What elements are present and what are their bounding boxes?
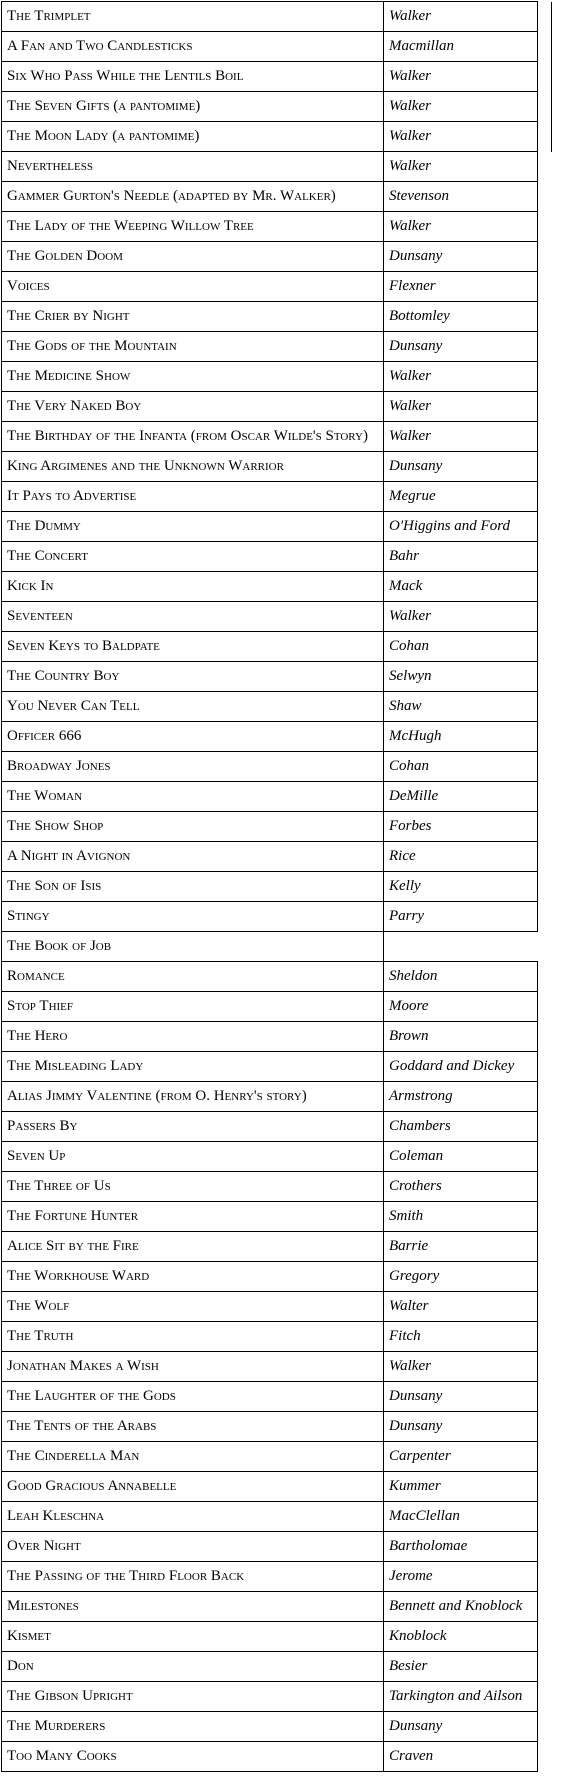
play-title: Seventeen — [2, 602, 384, 632]
table-edge-cell — [538, 152, 552, 182]
table-row — [2, 842, 552, 872]
play-title: Milestones — [2, 1592, 384, 1622]
table-row — [2, 1682, 552, 1712]
table-row — [2, 1292, 552, 1322]
table-row — [2, 1262, 552, 1292]
table-edge-cell — [538, 1052, 552, 1082]
play-title: Jonathan Makes a Wish — [2, 1352, 384, 1382]
table-edge-cell — [538, 1592, 552, 1622]
play-title: Kismet — [2, 1622, 384, 1652]
play-author: Barrie — [384, 1232, 538, 1262]
table-edge-cell — [538, 692, 552, 722]
table-edge-cell — [538, 1322, 552, 1352]
table-row — [2, 932, 552, 962]
table-edge-cell — [538, 542, 552, 572]
table-edge-cell — [538, 752, 552, 782]
table-row — [2, 2, 552, 32]
table-edge-cell — [538, 1292, 552, 1322]
table-edge-cell — [538, 1472, 552, 1502]
play-title: The Lady of the Weeping Willow Tree — [2, 212, 384, 242]
play-author: Kelly — [384, 872, 538, 902]
play-author: Dunsany — [384, 452, 538, 482]
table-edge-cell — [538, 1262, 552, 1292]
table-row — [2, 242, 552, 272]
table-row — [2, 542, 552, 572]
table-edge-cell — [538, 1202, 552, 1232]
table-row — [2, 92, 552, 122]
table-row — [2, 332, 552, 362]
table-edge-cell — [538, 2, 552, 32]
play-title: Seven Keys to Baldpate — [2, 632, 384, 662]
play-title: Seven Up — [2, 1142, 384, 1172]
table-edge-cell — [538, 92, 552, 122]
table-edge-cell — [538, 1532, 552, 1562]
play-title: The Show Shop — [2, 812, 384, 842]
table-edge-cell — [538, 1562, 552, 1592]
play-author: Dunsany — [384, 242, 538, 272]
table-row — [2, 1112, 552, 1142]
play-author — [384, 932, 538, 962]
table-edge-cell — [538, 332, 552, 362]
table-edge-cell — [538, 932, 552, 962]
play-title: The Wolf — [2, 1292, 384, 1322]
table-row — [2, 1532, 552, 1562]
table-edge-cell — [538, 902, 552, 932]
play-title: Nevertheless — [2, 152, 384, 182]
play-title: The Birthday of the Infanta (from Oscar Wilde's Story) — [2, 422, 384, 452]
play-title: Alice Sit by the Fire — [2, 1232, 384, 1262]
table-edge-cell — [538, 1232, 552, 1262]
play-title: Good Gracious Annabelle — [2, 1472, 384, 1502]
table-row — [2, 1322, 552, 1352]
play-author: Smith — [384, 1202, 538, 1232]
play-author: Tarkington and Ailson — [384, 1682, 538, 1712]
play-author: Shaw — [384, 692, 538, 722]
play-author: Crothers — [384, 1172, 538, 1202]
table-row — [2, 392, 552, 422]
table-edge-cell — [538, 1172, 552, 1202]
table-edge-cell — [538, 602, 552, 632]
play-title: The Gibson Upright — [2, 1682, 384, 1712]
play-author: Knoblock — [384, 1622, 538, 1652]
table-edge-cell — [538, 722, 552, 752]
table-row — [2, 1442, 552, 1472]
table-edge-cell — [538, 662, 552, 692]
table-edge-cell — [538, 1412, 552, 1442]
table-edge-cell — [538, 122, 552, 152]
table-row — [2, 62, 552, 92]
play-title: The Son of Isis — [2, 872, 384, 902]
table-row — [2, 602, 552, 632]
table-row — [2, 1352, 552, 1382]
play-author: Kummer — [384, 1472, 538, 1502]
table-edge-cell — [538, 1682, 552, 1712]
table-edge-cell — [538, 1502, 552, 1532]
table-row — [2, 662, 552, 692]
play-author: Flexner — [384, 272, 538, 302]
plays-table — [1, 1, 552, 1772]
table-edge-cell — [538, 1142, 552, 1172]
play-title: The Crier by Night — [2, 302, 384, 332]
table-row — [2, 1562, 552, 1592]
play-title: The Passing of the Third Floor Back — [2, 1562, 384, 1592]
table-edge-cell — [538, 812, 552, 842]
play-author: Walker — [384, 92, 538, 122]
play-author: Walker — [384, 2, 538, 32]
play-title: Passers By — [2, 1112, 384, 1142]
table-edge-cell — [538, 1712, 552, 1742]
play-title: Voices — [2, 272, 384, 302]
play-author: Forbes — [384, 812, 538, 842]
play-title: Broadway Jones — [2, 752, 384, 782]
table-edge-cell — [538, 512, 552, 542]
play-author: Brown — [384, 1022, 538, 1052]
play-title: It Pays to Advertise — [2, 482, 384, 512]
table-row — [2, 212, 552, 242]
table-row — [2, 1502, 552, 1532]
play-author: Besier — [384, 1652, 538, 1682]
play-title: The Seven Gifts (a pantomime) — [2, 92, 384, 122]
play-title: Gammer Gurton's Needle (adapted by Mr. Walker) — [2, 182, 384, 212]
play-author: Armstrong — [384, 1082, 538, 1112]
table-edge-cell — [538, 1082, 552, 1112]
table-row — [2, 962, 552, 992]
play-title: Romance — [2, 962, 384, 992]
table-row — [2, 272, 552, 302]
play-title: The Country Boy — [2, 662, 384, 692]
play-author: Walker — [384, 212, 538, 242]
table-row — [2, 722, 552, 752]
play-author: Bottomley — [384, 302, 538, 332]
table-row — [2, 692, 552, 722]
play-author: Stevenson — [384, 182, 538, 212]
table-edge-cell — [538, 842, 552, 872]
play-title: The Hero — [2, 1022, 384, 1052]
play-title: The Very Naked Boy — [2, 392, 384, 422]
play-author: O'Higgins and Ford — [384, 512, 538, 542]
table-row — [2, 1172, 552, 1202]
play-author: Rice — [384, 842, 538, 872]
play-author: MacClellan — [384, 1502, 538, 1532]
play-author: Walker — [384, 422, 538, 452]
play-title: Six Who Pass While the Lentils Boil — [2, 62, 384, 92]
play-title: Officer 666 — [2, 722, 384, 752]
play-title: The Concert — [2, 542, 384, 572]
table-row — [2, 782, 552, 812]
play-author: Coleman — [384, 1142, 538, 1172]
play-author: Selwyn — [384, 662, 538, 692]
table-row — [2, 512, 552, 542]
table-row — [2, 1052, 552, 1082]
play-title: The Fortune Hunter — [2, 1202, 384, 1232]
table-row — [2, 632, 552, 662]
table-row — [2, 902, 552, 932]
table-row — [2, 182, 552, 212]
table-edge-cell — [538, 212, 552, 242]
table-edge-cell — [538, 1382, 552, 1412]
play-author: Fitch — [384, 1322, 538, 1352]
table-row — [2, 1742, 552, 1772]
table-edge-cell — [538, 992, 552, 1022]
play-title: The Tents of the Arabs — [2, 1412, 384, 1442]
table-row — [2, 1382, 552, 1412]
play-author: Cohan — [384, 632, 538, 662]
table-edge-cell — [538, 422, 552, 452]
play-title: The Murderers — [2, 1712, 384, 1742]
plays-table-body — [2, 2, 552, 1772]
play-title: The Moon Lady (a pantomime) — [2, 122, 384, 152]
table-edge-cell — [538, 1622, 552, 1652]
play-title: The Misleading Lady — [2, 1052, 384, 1082]
play-author: Bartholomae — [384, 1532, 538, 1562]
play-title: A Night in Avignon — [2, 842, 384, 872]
play-author: Walker — [384, 362, 538, 392]
play-title: Don — [2, 1652, 384, 1682]
play-title: The Dummy — [2, 512, 384, 542]
play-author: Goddard and Dickey — [384, 1052, 538, 1082]
play-title: The Medicine Show — [2, 362, 384, 392]
table-row — [2, 1592, 552, 1622]
table-row — [2, 572, 552, 602]
play-title: Kick In — [2, 572, 384, 602]
play-title: Stop Thief — [2, 992, 384, 1022]
play-title: Stingy — [2, 902, 384, 932]
play-author: Walker — [384, 152, 538, 182]
table-row — [2, 1232, 552, 1262]
play-title: The Laughter of the Gods — [2, 1382, 384, 1412]
play-author: Chambers — [384, 1112, 538, 1142]
table-edge-cell — [538, 872, 552, 902]
play-author: Walker — [384, 392, 538, 422]
table-edge-cell — [538, 182, 552, 212]
table-edge-cell — [538, 1442, 552, 1472]
table-edge-cell — [538, 1352, 552, 1382]
table-row — [2, 1712, 552, 1742]
table-row — [2, 32, 552, 62]
play-author: Moore — [384, 992, 538, 1022]
table-row — [2, 152, 552, 182]
play-author: McHugh — [384, 722, 538, 752]
table-edge-cell — [538, 32, 552, 62]
play-author: Dunsany — [384, 1382, 538, 1412]
table-row — [2, 812, 552, 842]
table-edge-cell — [538, 632, 552, 662]
table-row — [2, 1472, 552, 1502]
play-title: The Three of Us — [2, 1172, 384, 1202]
table-row — [2, 422, 552, 452]
play-title: Over Night — [2, 1532, 384, 1562]
table-edge-cell — [538, 62, 552, 92]
play-title: King Argimenes and the Unknown Warrior — [2, 452, 384, 482]
table-edge-cell — [538, 782, 552, 812]
play-author: Bahr — [384, 542, 538, 572]
table-edge-cell — [538, 1652, 552, 1682]
table-edge-cell — [538, 452, 552, 482]
play-author: Jerome — [384, 1562, 538, 1592]
play-title: The Trimplet — [2, 2, 384, 32]
table-edge-cell — [538, 1742, 552, 1772]
table-row — [2, 302, 552, 332]
table-row — [2, 452, 552, 482]
play-author: Cohan — [384, 752, 538, 782]
play-author: Walker — [384, 62, 538, 92]
table-row — [2, 992, 552, 1022]
table-row — [2, 362, 552, 392]
play-title: A Fan and Two Candlesticks — [2, 32, 384, 62]
table-row — [2, 1412, 552, 1442]
table-row — [2, 1622, 552, 1652]
table-edge-cell — [538, 242, 552, 272]
play-author: Mack — [384, 572, 538, 602]
play-author: Parry — [384, 902, 538, 932]
play-title: Leah Kleschna — [2, 1502, 384, 1532]
play-author: Bennett and Knoblock — [384, 1592, 538, 1622]
play-author: Dunsany — [384, 332, 538, 362]
play-title: You Never Can Tell — [2, 692, 384, 722]
table-edge-cell — [538, 272, 552, 302]
play-title: The Golden Doom — [2, 242, 384, 272]
table-row — [2, 1202, 552, 1232]
play-author: Craven — [384, 1742, 538, 1772]
table-row — [2, 1652, 552, 1682]
play-author: Walker — [384, 1352, 538, 1382]
table-edge-cell — [538, 572, 552, 602]
play-author: DeMille — [384, 782, 538, 812]
table-edge-cell — [538, 392, 552, 422]
table-row — [2, 1022, 552, 1052]
play-author: Walker — [384, 602, 538, 632]
table-row — [2, 1142, 552, 1172]
table-edge-cell — [538, 1112, 552, 1142]
table-edge-cell — [538, 962, 552, 992]
table-row — [2, 122, 552, 152]
play-author: Dunsany — [384, 1712, 538, 1742]
play-title: The Cinderella Man — [2, 1442, 384, 1472]
play-title: The Gods of the Mountain — [2, 332, 384, 362]
table-edge-cell — [538, 482, 552, 512]
table-edge-cell — [538, 362, 552, 392]
table-row — [2, 872, 552, 902]
play-author: Dunsany — [384, 1412, 538, 1442]
play-author: Walter — [384, 1292, 538, 1322]
play-title: The Truth — [2, 1322, 384, 1352]
play-title: Alias Jimmy Valentine (from O. Henry's story) — [2, 1082, 384, 1112]
table-row — [2, 482, 552, 512]
play-author: Sheldon — [384, 962, 538, 992]
play-title: The Woman — [2, 782, 384, 812]
table-edge-cell — [538, 302, 552, 332]
table-row — [2, 752, 552, 782]
play-title: Too Many Cooks — [2, 1742, 384, 1772]
play-title: The Workhouse Ward — [2, 1262, 384, 1292]
play-author: Megrue — [384, 482, 538, 512]
play-author: Gregory — [384, 1262, 538, 1292]
table-row — [2, 1082, 552, 1112]
play-title: The Book of Job — [2, 932, 384, 962]
play-author: Carpenter — [384, 1442, 538, 1472]
play-author: Walker — [384, 122, 538, 152]
play-author: Macmillan — [384, 32, 538, 62]
table-edge-cell — [538, 1022, 552, 1052]
